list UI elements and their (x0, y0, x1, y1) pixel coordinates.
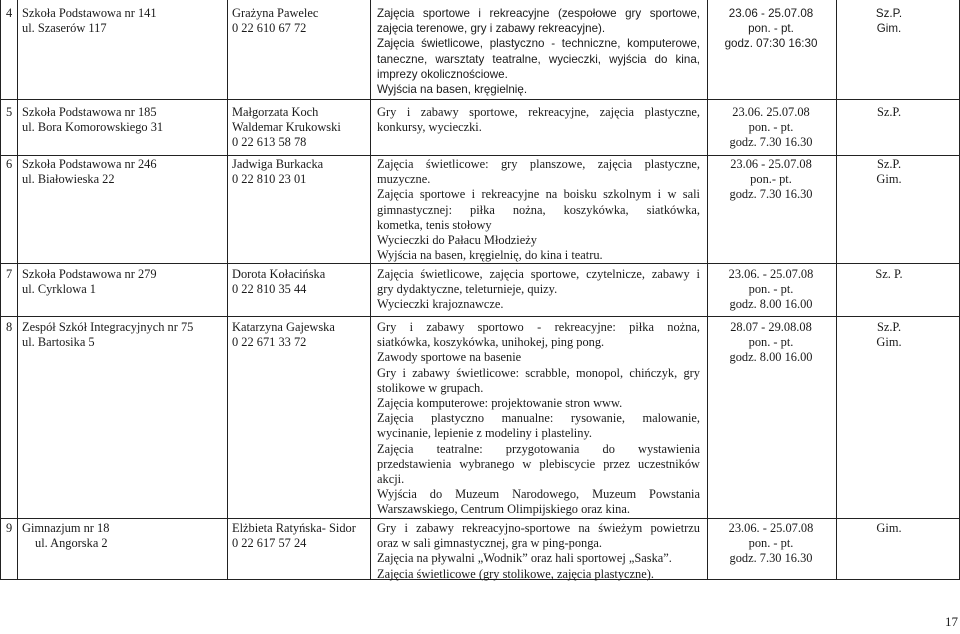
hours: godz. 7.30 16.30 (729, 187, 813, 202)
school-name: Gimnazjum nr 18 (22, 521, 110, 535)
date-range: 28.07 - 29.08.08 (730, 320, 812, 334)
row-number: 9 (6, 521, 13, 535)
contact-person: Małgorzata Koch (232, 105, 319, 119)
row-divider (0, 99, 960, 100)
date-range: 23.06. - 25.07.08 (728, 267, 814, 281)
activities-line: Zajęcia świetlicowe: gry planszowe, zajęcia plastyczne, (377, 157, 700, 171)
group-label: Sz.P. (876, 157, 902, 171)
contact-cell (232, 6, 372, 36)
group-cell (848, 320, 930, 350)
school-name: Szkoła Podstawowa nr 279 (22, 267, 157, 281)
contact-cell (232, 521, 372, 551)
activities-line: Zajęcia sportowe i rekreacyjne na boisku szkolnym i w sali (377, 187, 700, 202)
column-divider (707, 0, 708, 580)
row-divider (0, 518, 960, 519)
contact-phone: 0 22 617 57 24 (232, 536, 307, 551)
school-address: ul. Bartosika 5 (22, 335, 95, 350)
activities-line: Warszawskiego, Centrum Olimpijskiego oraz kina. (377, 502, 630, 517)
contact-phone: 0 22 671 33 72 (232, 335, 307, 350)
contact-cell (232, 105, 372, 151)
school-name: Zespół Szkół Integracyjnych nr 75 (22, 320, 194, 334)
activities-line: Wyjścia do Muzeum Narodowego, Muzeum Powstania (377, 487, 700, 502)
date-range: 23.06. 25.07.08 (732, 105, 810, 119)
weekdays: pon. - pt. (748, 22, 794, 36)
school-address: ul. Bora Komorowskiego 31 (22, 120, 164, 135)
row-divider (0, 316, 960, 317)
dates-cell (712, 157, 830, 203)
contact-person: Grażyna Pawelec (232, 6, 319, 20)
activities-line: akcji. (377, 472, 405, 487)
school-cell (22, 105, 222, 135)
school-cell (22, 6, 222, 36)
activities-line: Zawody sportowe na basenie (377, 350, 522, 365)
school-address: ul. Białowieska 22 (22, 172, 115, 187)
activities-line: Zajęcia sportowe i rekreacyjne (zespołowe gry sportowe, (377, 7, 700, 20)
school-cell (22, 267, 222, 297)
weekdays: pon.- pt. (750, 172, 792, 187)
group-label: Gim. (876, 521, 902, 535)
group-label: Gim. (876, 172, 902, 187)
activities-line: Wycieczki do Pałacu Młodzieży (377, 233, 537, 248)
activities-line: Wyjścia na basen, kręgielnię, do kina i teatru. (377, 248, 603, 263)
column-divider (836, 0, 837, 580)
group-label: Sz.P. (876, 320, 902, 334)
contact-person: Jadwiga Burkacka (232, 157, 324, 171)
row-divider (0, 155, 960, 156)
group-cell (848, 521, 930, 536)
dates-cell (712, 267, 830, 313)
weekdays: pon. - pt. (748, 282, 794, 297)
school-name: Szkoła Podstawowa nr 141 (22, 6, 157, 20)
hours: godz. 07:30 16:30 (724, 37, 818, 51)
school-cell (22, 320, 222, 350)
column-divider (17, 0, 18, 580)
activities-line: stolikowe w grupach. (377, 380, 484, 395)
activities-cell (377, 157, 700, 263)
activities-cell (377, 320, 700, 518)
dates-cell (712, 320, 830, 366)
group-label: Sz.P. (875, 7, 903, 20)
contact-cell (232, 267, 372, 297)
activities-line: Wycieczki krajoznawcze. (377, 297, 504, 312)
activities-line: Zajęcia na pływalni „Wodnik” oraz hali sportowej „Saska”. (377, 551, 672, 566)
contact-person: Dorota Kołacińska (232, 267, 326, 281)
row-number: 5 (6, 105, 13, 119)
weekdays: pon. - pt. (748, 335, 794, 350)
row-number: 7 (6, 267, 13, 281)
activities-line: gry dydaktyczne, teleturnieje, quizy. (377, 282, 558, 297)
row-number: 8 (6, 320, 13, 334)
dates-cell (712, 521, 830, 567)
school-address: ul. Cyrklowa 1 (22, 282, 96, 297)
contact-phone: 0 22 613 58 78 (232, 135, 307, 150)
dates-cell (712, 6, 830, 52)
activities-cell (377, 105, 700, 135)
activities-line: Zajęcia świetlicowe, plastyczno - techniczne, komputerowe, (377, 37, 700, 51)
school-address: ul. Szaserów 117 (22, 21, 107, 36)
hours: godz. 8.00 16.00 (729, 297, 813, 312)
contact-phone: 0 22 610 67 72 (232, 21, 307, 36)
hours: godz. 8.00 16.00 (729, 350, 813, 365)
activities-line: kometka, tenis stołowy (377, 217, 492, 232)
activities-cell (377, 267, 700, 313)
activities-line: przedstawienia wybranego w plebiscycie przez uczestników (377, 456, 700, 471)
activities-line: Gry i zabawy rekreacyjno-sportowe na świeżym powietrzu (377, 521, 700, 535)
school-cell (22, 521, 222, 551)
school-cell (22, 157, 222, 187)
group-cell (848, 105, 930, 120)
activities-line: Gry i zabawy świetlicowe: scrabble, monopol, chińczyk, gry (377, 365, 700, 380)
weekdays: pon. - pt. (748, 536, 794, 551)
contact-person: Katarzyna Gajewska (232, 320, 335, 334)
activities-line: Zajęcia teatralne: przygotowania do wystawienia (377, 441, 700, 456)
group-cell (848, 6, 930, 36)
activities-cell (377, 6, 700, 97)
hours: godz. 7.30 16.30 (729, 551, 813, 566)
school-name: Szkoła Podstawowa nr 246 (22, 157, 157, 171)
school-name: Szkoła Podstawowa nr 185 (22, 105, 157, 119)
contact-phone: 0 22 810 35 44 (232, 282, 307, 297)
table-border-left (0, 0, 1, 580)
hours: godz. 7.30 16.30 (729, 135, 813, 150)
dates-cell (712, 105, 830, 151)
activities-line: Zajęcia komputerowe: projektowanie stron www. (377, 396, 623, 411)
activities-line: siatkówka, koszykówka, unihokej, ping pong. (377, 335, 605, 350)
date-range: 23.06 - 25.07.08 (728, 7, 814, 20)
activities-line: oraz w sali gimnastycznej, gra w ping-ponga. (377, 536, 603, 551)
contact-person: Waldemar Krukowski (232, 120, 341, 135)
school-address: ul. Angorska 2 (35, 536, 108, 551)
activities-line: imprezy okolicznościowe. (377, 67, 508, 81)
activities-line: muzyczne. (377, 172, 431, 187)
contact-cell (232, 320, 372, 350)
group-label: Sz. P. (875, 267, 903, 281)
group-cell (848, 267, 930, 282)
row-number: 4 (6, 6, 13, 20)
activities-line: gimnastycznej: piłka nożna, koszykówka, siatkówka, (377, 202, 700, 217)
column-divider (227, 0, 228, 580)
activities-line: Zajęcia świetlicowe, zajęcia sportowe, czytelnicze, zabawy i (377, 267, 700, 281)
activities-line: Wyjścia na basen, kręgielnię. (377, 83, 528, 97)
page-number: 17 (945, 614, 958, 629)
row-number: 6 (6, 157, 13, 171)
activities-line: Zajęcia świetlicowe (gry stolikowe, zajęcia plastyczne). (377, 566, 654, 581)
activities-line: zajęcia terenowe, gry i zabawy rekreacyjne). (377, 22, 606, 36)
activities-line: Gry i zabawy sportowo - rekreacyjne: piłka nożna, (377, 320, 700, 334)
contact-phone: 0 22 810 23 01 (232, 172, 307, 187)
group-label: Sz.P. (876, 105, 902, 119)
activities-line: Gry i zabawy sportowe, rekreacyjne, zajęcia plastyczne, (377, 105, 700, 119)
activities-line: konkursy, wycieczki. (377, 120, 482, 135)
contact-person: Elżbieta Ratyńska- Sidor (232, 521, 356, 535)
date-range: 23.06. - 25.07.08 (728, 521, 814, 535)
date-range: 23.06 - 25.07.08 (730, 157, 812, 171)
activities-line: Zajęcia plastyczno manualne: rysowanie, malowanie, (377, 411, 700, 426)
activities-line: taneczne, warsztaty teatralne, wycieczki, wyjścia do kina, (377, 52, 700, 66)
weekdays: pon. - pt. (748, 120, 794, 135)
activities-cell (377, 521, 700, 582)
group-label: Gim. (876, 335, 902, 350)
group-label: Gim. (876, 22, 902, 36)
contact-cell (232, 157, 372, 187)
activities-line: wycinanie, lepienie z modeliny i plasteliny. (377, 426, 592, 441)
group-cell (848, 157, 930, 187)
